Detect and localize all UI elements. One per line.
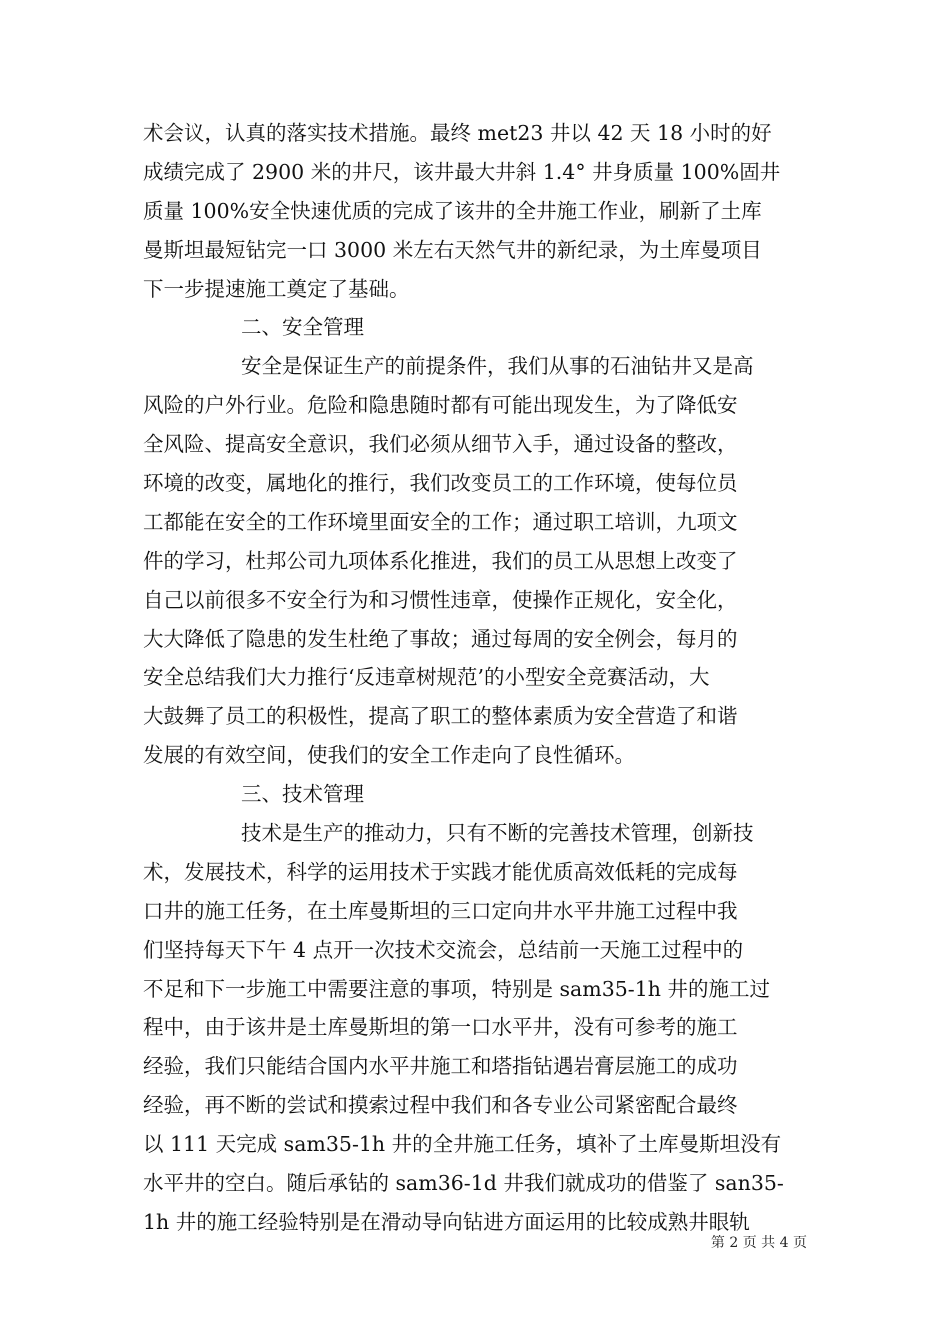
text-line: 曼斯坦最短钻完一口 3000 米左右天然气井的新纪录，为土库曼项目 bbox=[143, 237, 762, 262]
text-line: 质量 100%安全快速优质的完成了该井的全井施工作业，刷新了土库 bbox=[143, 198, 762, 223]
text-line: 三、技术管理 bbox=[241, 782, 364, 807]
text-line: 安全总结我们大力推行‘反违章树规范’的小型安全竞赛活动，大 bbox=[143, 665, 710, 690]
text-line: 大大降低了隐患的发生杜绝了事故；通过每周的安全例会，每月的 bbox=[143, 626, 738, 651]
text-line: 环境的改变，属地化的推行，我们改变员工的工作环境，使每位员 bbox=[143, 471, 738, 496]
text-line: 大鼓舞了员工的积极性，提高了职工的整体素质为安全营造了和谐 bbox=[143, 704, 738, 729]
text-line: 术会议，认真的落实技术措施。最终 met23 井以 42 天 18 小时的好 bbox=[143, 121, 772, 145]
text-line: 技术是生产的推动力，只有不断的完善技术管理，创新技 bbox=[241, 821, 754, 846]
text-line: 件的学习，杜邦公司九项体系化推进，我们的员工从思想上改变了 bbox=[143, 548, 738, 573]
text-line: 二、安全管理 bbox=[241, 315, 364, 340]
text-line: 不足和下一步施工中需要注意的事项，特别是 sam35-1h 井的施工过 bbox=[143, 976, 770, 1001]
text-line: 经验，再不断的尝试和摸索过程中我们和各专业公司紧密配合最终 bbox=[143, 1093, 738, 1118]
text-line: 口井的施工任务，在土库曼斯坦的三口定向井水平井施工过程中我 bbox=[143, 898, 738, 923]
text-line: 风险的户外行业。危险和隐患随时都有可能出现发生，为了降低安 bbox=[143, 393, 738, 418]
text-line: 术，发展技术，科学的运用技术于实践才能优质高效低耗的完成每 bbox=[143, 859, 738, 884]
text-line: 下一步提速施工奠定了基础。 bbox=[143, 276, 410, 301]
text-line: 成绩完成了 2900 米的井尺，该井最大井斜 1.4° 井身质量 100%固井 bbox=[143, 159, 781, 184]
text-line: 自己以前很多不安全行为和习惯性违章，使操作正规化，安全化， bbox=[143, 587, 738, 612]
text-line: 水平井的空白。随后承钻的 sam36-1d 井我们就成功的借鉴了 san35- bbox=[143, 1171, 784, 1196]
text-line: 发展的有效空间，使我们的安全工作走向了良性循环。 bbox=[143, 743, 635, 768]
text-line: 1h 井的施工经验特别是在滑动导向钻进方面运用的比较成熟井眼轨 bbox=[143, 1209, 750, 1234]
document-body bbox=[143, 114, 807, 1242]
page-footer: 第 2 页 共 4 页 bbox=[710, 1235, 807, 1251]
text-line: 以 111 天完成 sam35-1h 井的全井施工任务，填补了土库曼斯坦没有 bbox=[143, 1132, 782, 1157]
text-line: 经验，我们只能结合国内水平井施工和塔指钻遇岩膏层施工的成功 bbox=[143, 1054, 738, 1079]
text-line: 工都能在安全的工作环境里面安全的工作；通过职工培训，九项文 bbox=[143, 509, 738, 534]
text-line: 全风险、提高安全意识，我们必须从细节入手，通过设备的整改， bbox=[143, 432, 738, 457]
text-line: 们坚持每天下午 4 点开一次技术交流会，总结前一天施工过程中的 bbox=[143, 937, 744, 962]
text-line: 安全是保证生产的前提条件，我们从事的石油钻井又是高 bbox=[241, 354, 754, 379]
text-line: 程中，由于该井是土库曼斯坦的第一口水平井，没有可参考的施工 bbox=[143, 1015, 738, 1040]
